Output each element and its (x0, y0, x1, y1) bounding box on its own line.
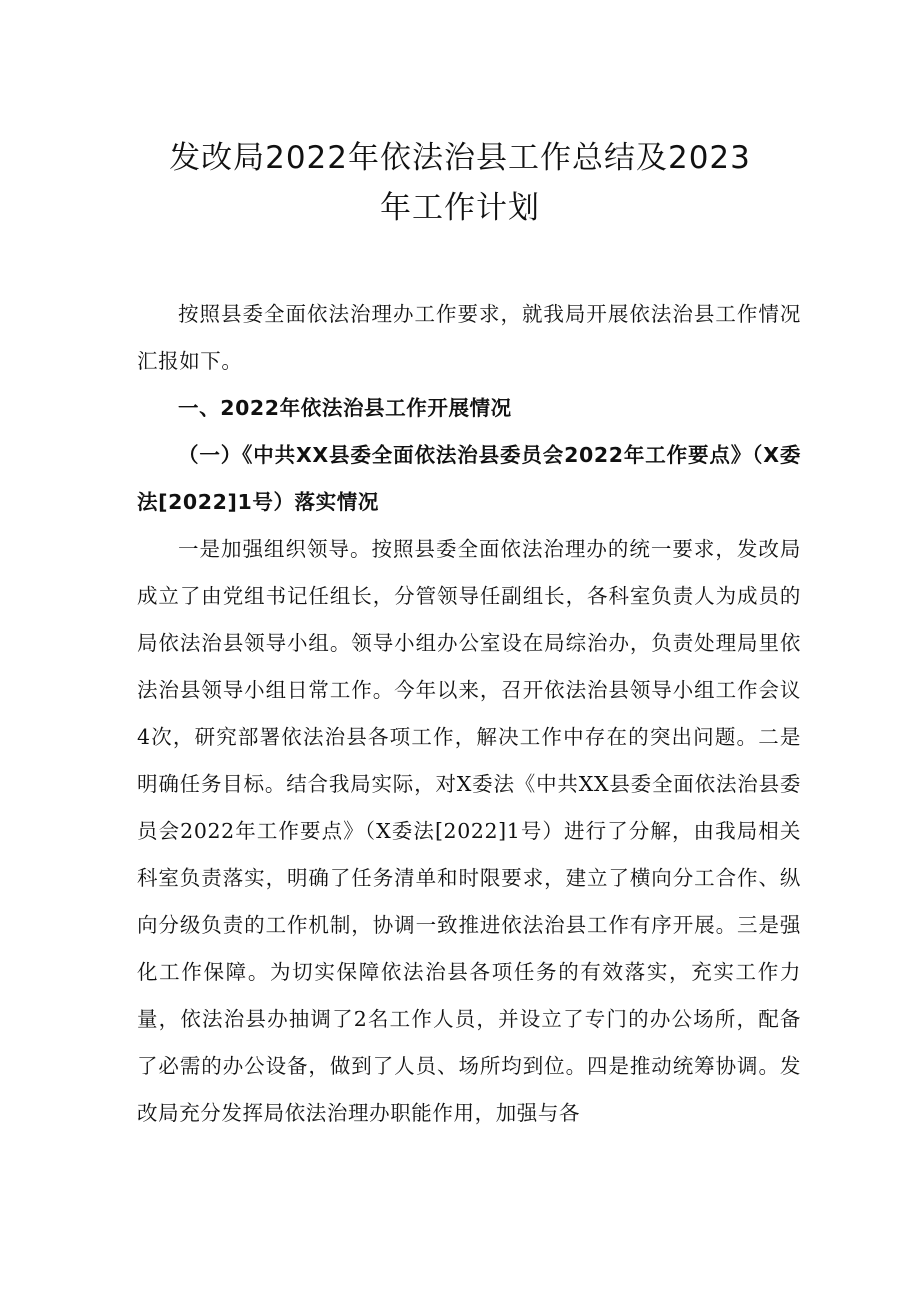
document-title-line-2: 年工作计划 (380, 190, 540, 226)
section-heading-1: 一、2022年依法治县工作开展情况 (178, 396, 512, 420)
document-body (137, 291, 801, 1137)
document-title-line-1: 发改局2022年依法治县工作总结及2023 (169, 140, 751, 176)
intro-paragraph: 按照县委全面依法治理办工作要求，就我局开展依法治县工作情况汇报如下。 (137, 302, 801, 373)
section-heading-2: （一）《中共XX县委全面依法治县委员会2022年工作要点》（X委法[2022]1号）落实情况 (137, 443, 801, 514)
body-paragraph-1: 一是加强组织领导。按照县委全面依法治理办的统一要求，发改局成立了由党组书记任组长，分管领导任副组长，各科室负责人为成员的局依法治县领导小组。领导小组办公室设在局综治办，负责处理局里依法治县领导小组日常工作。今年以来，召开依法治县领导小组工作会议4次，研究部署依法治县各项工作，解决工作中存在的突出问题。二是明确任务目标。结合我局实际，对X委法《中共XX县委全面依法治县委员会2022年工作要点》（X委法[2022]1号）进行了分解，由我局相关科室负责落实，明确了任务清单和时限要求，建立了横向分工合作、纵向分级负责的工作机制，协调一致推进依法治县工作有序开展。三是强化工作保障。为切实保障依法治县各项任务的有效落实，充实工作力量，依法治县办抽调了2名工作人员，并设立了专门的办公场所，配备了必需的办公设备，做到了人员、场所均到位。四是推动统筹协调。发改局充分发挥局依法治理办职能作用，加强与各 (137, 537, 801, 1125)
